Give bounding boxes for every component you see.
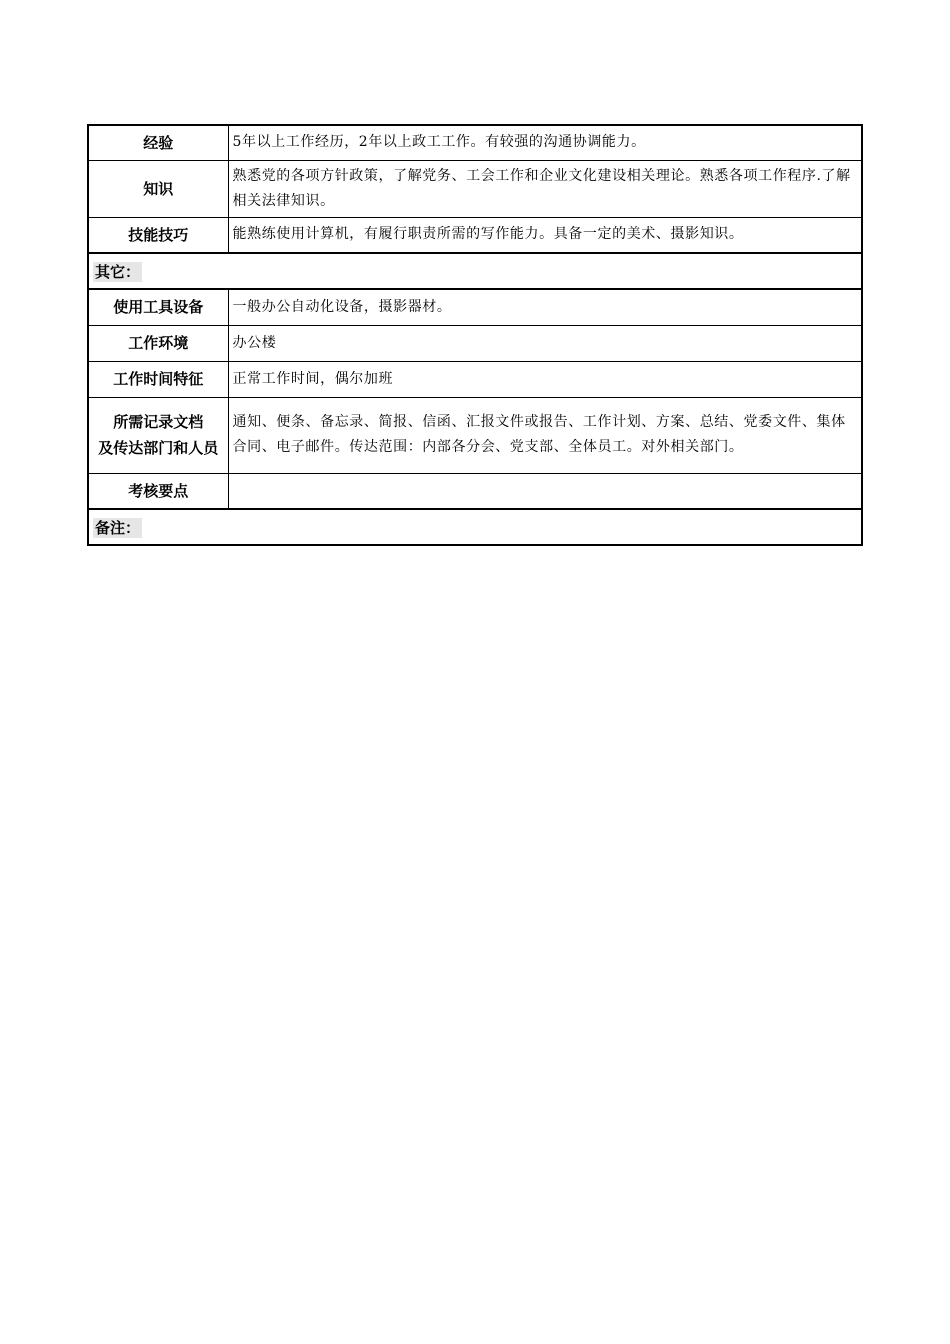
table-row [88,397,862,473]
row-label-documents-line2: 及传达部门和人员 [98,439,219,457]
row-value-tools: 一般办公自动化设备，摄影器材。 [228,289,862,325]
row-value-knowledge: 熟悉党的各项方针政策，了解党务、工会工作和企业文化建设相关理论。熟悉各项工作程序.了解相关法律知识。 [228,160,862,217]
row-label-documents-line1: 所需记录文档 [113,413,204,431]
table-row [88,473,862,509]
table-row [88,361,862,397]
table-row [88,289,862,325]
row-label-knowledge: 知识 [88,160,228,217]
table-row [88,325,862,361]
row-label-documents [88,397,228,473]
section-header-notes [88,509,862,545]
row-value-documents: 通知、便条、备忘录、简报、信函、汇报文件或报告、工作计划、方案、总结、党委文件、集体合同、电子邮件。传达范围：内部各分会、党支部、全体员工。对外相关部门。 [228,397,862,473]
row-label-tools: 使用工具设备 [88,289,228,325]
row-value-skills: 能熟练使用计算机，有履行职责所需的写作能力。具备一定的美术、摄影知识。 [228,217,862,253]
section-row-notes [88,509,862,545]
job-description-table [87,124,863,546]
table-row [88,160,862,217]
row-value-assessment [228,473,862,509]
table-row [88,217,862,253]
row-label-skills: 技能技巧 [88,217,228,253]
table-row [88,125,862,160]
row-value-work-time: 正常工作时间，偶尔加班 [228,361,862,397]
section-label-notes: 备注： [95,518,141,537]
section-row-other [88,253,862,289]
row-label-assessment: 考核要点 [88,473,228,509]
row-label-experience: 经验 [88,125,228,160]
section-header-other [88,253,862,289]
row-value-experience: 5年以上工作经历，2年以上政工工作。有较强的沟通协调能力。 [228,125,862,160]
section-label-other: 其它： [95,262,141,281]
row-label-environment: 工作环境 [88,325,228,361]
row-value-environment: 办公楼 [228,325,862,361]
row-label-work-time: 工作时间特征 [88,361,228,397]
